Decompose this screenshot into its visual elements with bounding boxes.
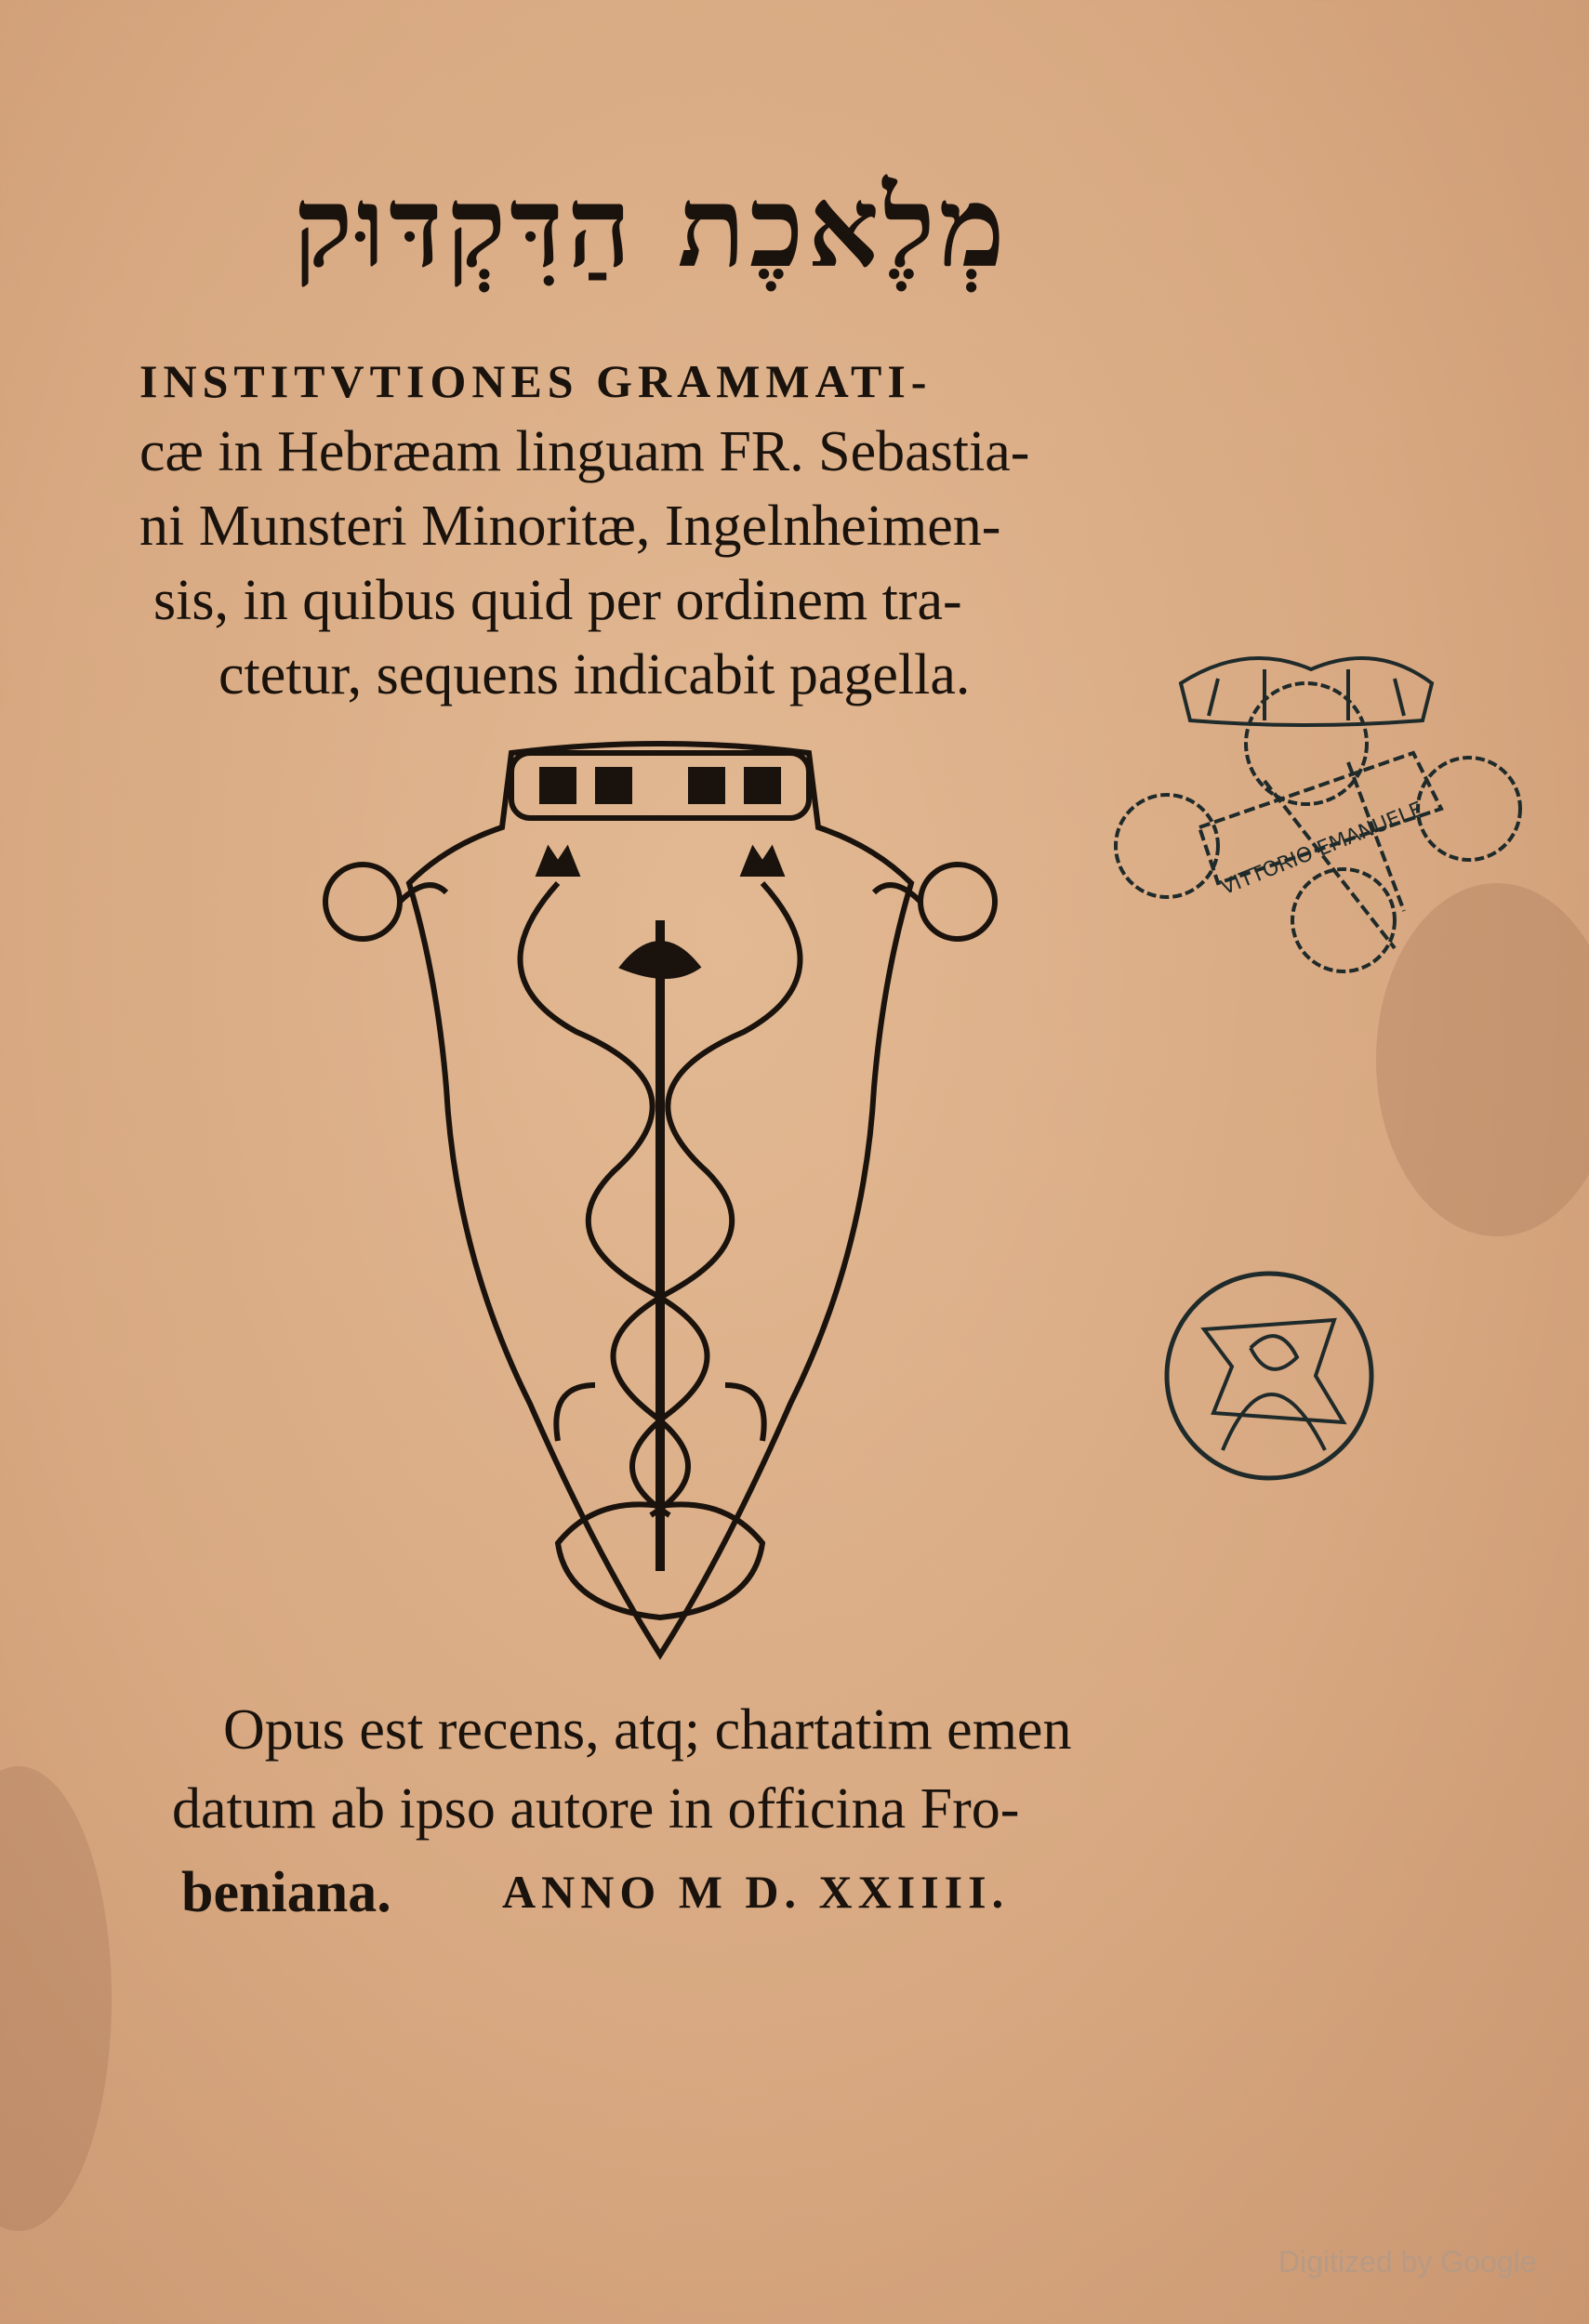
title-line: ctetur, sequens indicabit pagella.	[218, 643, 971, 706]
printer-device-woodcut	[316, 734, 1004, 1664]
imprint-line: datum ab ipso autore in officina Fro-	[172, 1777, 1020, 1841]
round-monogram-stamp	[1158, 1264, 1381, 1487]
title-line: sis, in quibus quid per ordinem tra-	[153, 569, 962, 632]
imprint-date: ANNO M D. XXIIII.	[502, 1866, 1010, 1918]
imprint-line: beniana.	[181, 1861, 391, 1924]
digitization-watermark: Digitized by Google	[1278, 2245, 1537, 2278]
hebrew-title: מְלֶאכֶת הַדִּקְדּוּק	[293, 162, 1009, 293]
title-line: ni Munsteri Minoritæ, Ingelnheimen-	[139, 495, 1001, 558]
paper-stain	[0, 1766, 112, 2231]
title-line: INSTITVTIONES GRAMMATI-	[139, 355, 933, 407]
library-stamp-crown	[1106, 641, 1525, 1181]
title-line: cæ in Hebræam linguam FR. Sebastia-	[139, 420, 1030, 483]
imprint-line: Opus est recens, atq; chartatim emen	[223, 1698, 1072, 1762]
stamp-text: VITTORIO EMANUELE	[1217, 798, 1427, 901]
